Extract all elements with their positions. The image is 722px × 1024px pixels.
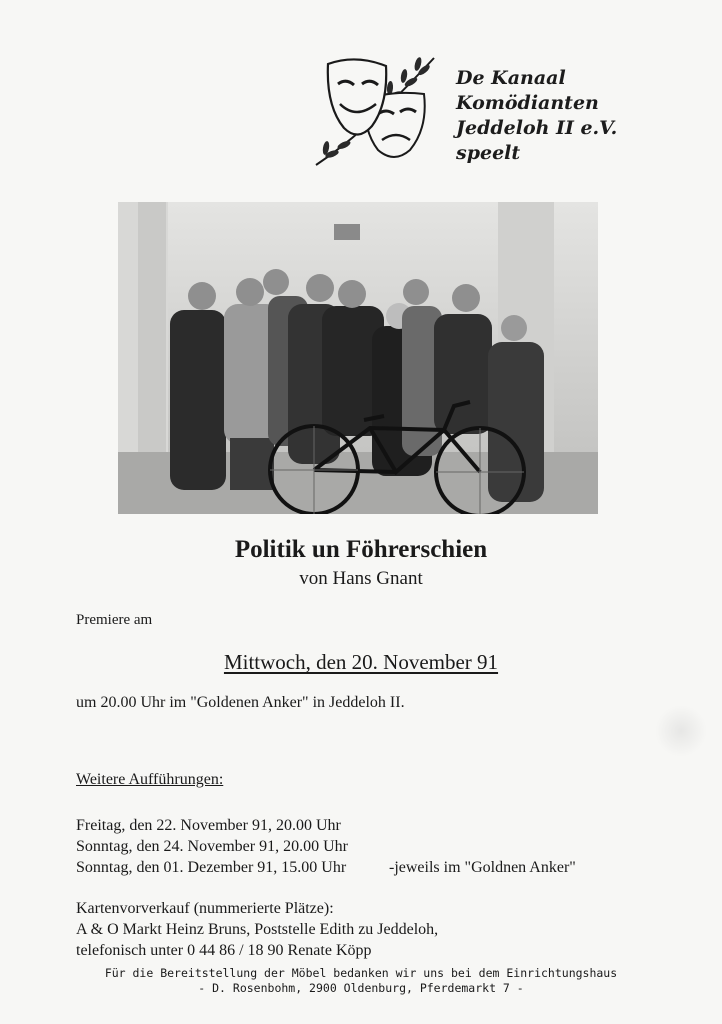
- play-author: von Hans Gnant: [299, 568, 423, 589]
- group-name-line: speelt: [456, 142, 521, 164]
- premiere-label: Premiere am: [76, 612, 153, 628]
- performance-date: Sonntag, den 01. Dezember 91, 15.00 Uhr: [76, 859, 347, 876]
- premiere-date: [0, 650, 722, 675]
- paper-stain: [655, 705, 707, 757]
- premiere-time-place: um 20.00 Uhr im "Goldenen Anker" in Jeddeloh II.: [76, 694, 405, 711]
- performance-date: Freitag, den 22. November 91, 20.00 Uhr: [76, 817, 341, 834]
- further-performances-title: Weitere Aufführungen:: [76, 771, 224, 788]
- thanks-note: [0, 966, 722, 996]
- thanks-line: - D. Rosenbohm, 2900 Oldenburg, Pferdemarkt 7 -: [198, 981, 524, 995]
- premiere-date-text: Mittwoch, den 20. November 91: [223, 650, 499, 674]
- group-name-line: Jeddeloh II e.V.: [456, 117, 618, 139]
- group-name-line: Komödianten: [456, 92, 599, 114]
- ticket-info: [76, 898, 438, 961]
- thanks-line: Für die Bereitstellung der Möbel bedanken wir uns bei dem Einrichtungshaus: [104, 966, 618, 980]
- ticket-info-line: Kartenvorverkauf (nummerierte Plätze):: [76, 900, 334, 917]
- play-title: Politik un Föhrerschien: [234, 536, 488, 563]
- ticket-info-line: A & O Markt Heinz Bruns, Poststelle Edith zu Jeddeloh,: [76, 921, 439, 938]
- group-name-line: De Kanaal: [456, 67, 566, 89]
- ticket-info-line: telefonisch unter 0 44 86 / 18 90 Renate Köpp: [76, 942, 372, 959]
- group-photo: [118, 202, 598, 514]
- performance-date: Sonntag, den 24. November 91, 20.00 Uhr: [76, 838, 348, 855]
- theatre-masks-icon: [306, 50, 446, 172]
- performance-venue-note: -jeweils im "Goldnen Anker": [389, 859, 576, 876]
- group-name: [456, 66, 617, 166]
